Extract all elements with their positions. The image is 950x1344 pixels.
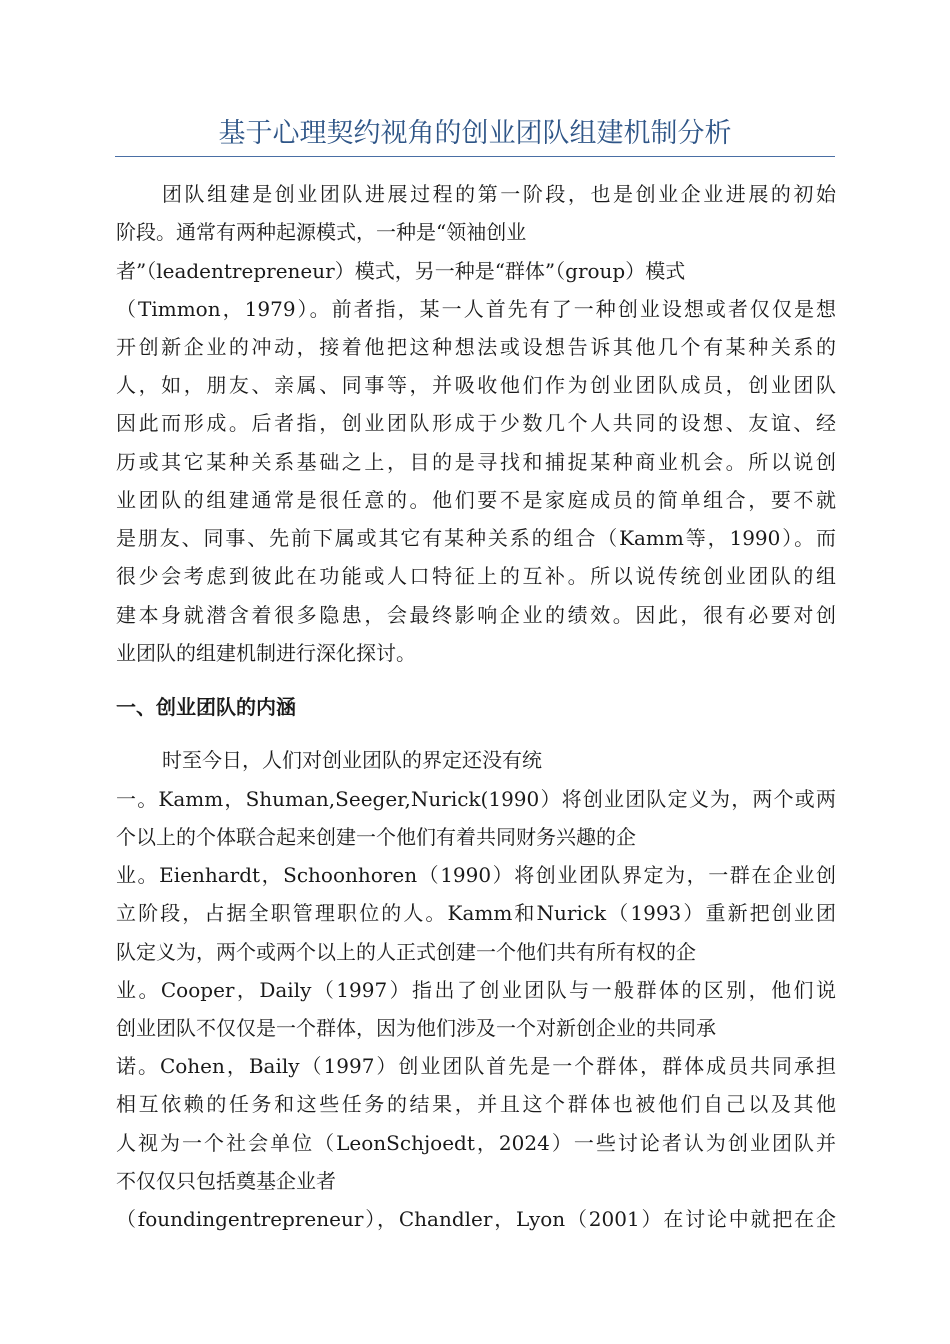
paragraph-1-line: 很少会考虑到彼此在功能或人口特征上的互补。所以说传统创业团队的组 <box>116 564 836 588</box>
paragraph-2-line: 创业团队不仅仅是一个群体，因为他们涉及一个对新创企业的共同承 <box>116 1016 716 1040</box>
paragraph-1-line: （Timmon，1979）。前者指，某一人首先有了一种创业设想或者仅仅是想 <box>116 297 836 321</box>
paragraph-2-line: 时至今日，人们对创业团队的界定还没有统 <box>162 748 542 772</box>
paragraph-2-line: 个以上的个体联合起来创建一个他们有着共同财务兴趣的企 <box>116 825 636 849</box>
paragraph-1-line: 业团队的组建机制进行深化探讨。 <box>116 641 416 665</box>
paragraph-1-line: 历或其它某种关系基础之上，目的是寻找和捕捉某种商业机会。所以说创 <box>116 450 836 474</box>
paragraph-2-line: 诺。Cohen，Baily（1997）创业团队首先是一个群体，群体成员共同承担 <box>116 1054 836 1078</box>
paragraph-1-line: 开创新企业的冲动，接着他把这种想法或设想告诉其他几个有某种关系的 <box>116 335 836 359</box>
paragraph-1-line: 业团队的组建通常是很任意的。他们要不是家庭成员的简单组合，要不就 <box>116 488 836 512</box>
paragraph-1-line: 建本身就潜含着很多隐患，会最终影响企业的绩效。因此，很有必要对创 <box>116 603 836 627</box>
document-title: 基于心理契约视角的创业团队组建机制分析 <box>115 114 835 157</box>
paragraph-1-line: 因此而形成。后者指，创业团队形成于少数几个人共同的设想、友谊、经 <box>116 411 836 435</box>
paragraph-2-line: 立阶段，占据全职管理职位的人。Kamm和Nurick（1993）重新把创业团 <box>116 901 836 925</box>
section-heading: 一、创业团队的内涵 <box>116 695 296 719</box>
paragraph-2-line: 队定义为，两个或两个以上的人正式创建一个他们共有所有权的企 <box>116 940 696 964</box>
paragraph-1-line: 人，如，朋友、亲属、同事等，并吸收他们作为创业团队成员，创业团队 <box>116 373 836 397</box>
paragraph-1-line: 团队组建是创业团队进展过程的第一阶段，也是创业企业进展的初始 <box>162 182 836 206</box>
paragraph-2-line: （foundingentrepreneur），Chandler，Lyon（2001）在讨论中就把在企 <box>116 1207 836 1231</box>
paragraph-2-line: 人视为一个社会单位（LeonSchjoedt，2024）一些讨论者认为创业团队并 <box>116 1131 836 1155</box>
paragraph-2-line: 不仅仅只包括奠基企业者 <box>116 1169 336 1193</box>
paragraph-1-line: 是朋友、同事、先前下属或其它有某种关系的组合（Kamm等，1990）。而 <box>116 526 836 550</box>
paragraph-2-line: 业。Eienhardt，Schoonhoren（1990）将创业团队界定为，一群在企业创 <box>116 863 836 887</box>
paragraph-1-line: 阶段。通常有两种起源模式，一种是“领袖创业 <box>116 220 527 244</box>
paragraph-1-line: 者”（leadentrepreneur）模式，另一种是“群体”（group）模式 <box>116 259 686 283</box>
paragraph-2-line: 一。Kamm，Shuman,Seeger,Nurick(1990）将创业团队定义为，两个或两 <box>116 787 836 811</box>
paragraph-2-line: 相互依赖的任务和这些任务的结果，并且这个群体也被他们自己以及其他 <box>116 1092 836 1116</box>
paragraph-2-line: 业。Cooper，Daily（1997）指出了创业团队与一般群体的区别，他们说 <box>116 978 836 1002</box>
